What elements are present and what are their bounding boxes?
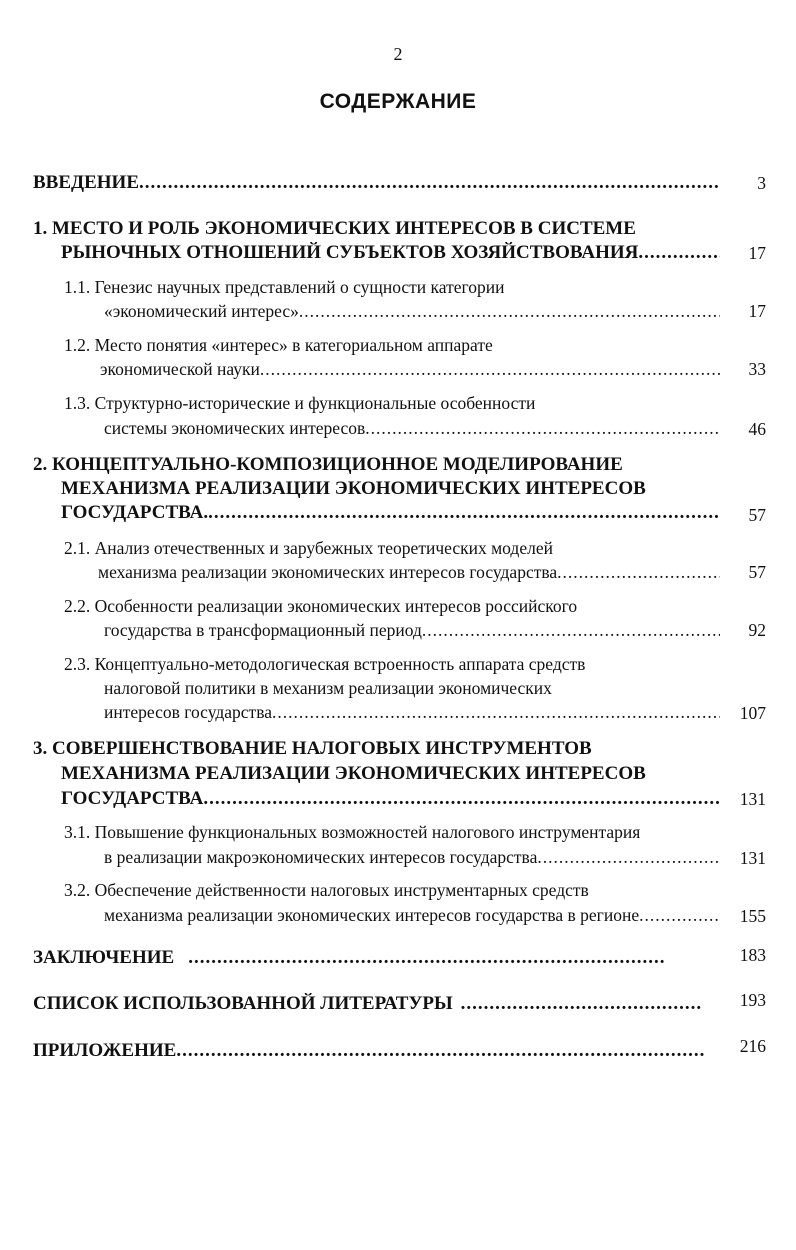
toc-entry-title: ВВЕДЕНИЕ (33, 172, 139, 193)
dot-leader (422, 620, 720, 641)
dot-leader (139, 172, 720, 194)
toc-entry-title-continued: РЫНОЧНЫХ ОТНОШЕНИЙ СУБЪЕКТОВ ХОЗЯЙСТВОВАНИЯ (61, 242, 639, 263)
toc-entry-title: 1.3. Структурно-исторические и функциональные особенности (64, 393, 536, 413)
dot-leader (203, 788, 720, 810)
toc-leader-line (98, 562, 720, 583)
dot-leader (299, 301, 720, 322)
toc-entry-title: ЗАКЛЮЧЕНИЕ (33, 947, 175, 968)
dot-leader (537, 847, 720, 868)
toc-entry-title: 1.2. Место понятия «интерес» в категориальном аппарате (64, 335, 493, 355)
toc-leader-line (104, 418, 720, 439)
toc-entry-title: 2.1. Анализ отечественных и зарубежных теоретических моделей (64, 538, 553, 558)
dot-leader (208, 502, 720, 524)
dot-leader (176, 1040, 705, 1062)
toc-entry-title-continued: МЕХАНИЗМА РЕАЛИЗАЦИИ ЭКОНОМИЧЕСКИХ ИНТЕРЕСОВ (61, 478, 646, 499)
toc-page-number: 57 (748, 562, 766, 582)
toc-leader-line (104, 702, 720, 723)
toc-page-number: 17 (748, 301, 766, 321)
toc-leader-line (61, 502, 720, 524)
toc-entry-title-continued: системы экономических интересов (104, 418, 366, 438)
toc-leader-line (104, 905, 720, 926)
toc-leader-line (33, 947, 665, 969)
toc-entry-title: 1. МЕСТО И РОЛЬ ЭКОНОМИЧЕСКИХ ИНТЕРЕСОВ В СИСТЕМЕ (33, 218, 636, 239)
toc-leader-line (104, 847, 720, 868)
toc-leader-line (33, 172, 720, 194)
dot-leader (638, 242, 720, 264)
toc-entry-title: ПРИЛОЖЕНИЕ (33, 1040, 177, 1061)
toc-leader-line (61, 788, 720, 810)
toc-leader-line (33, 1040, 705, 1062)
toc-entry-title-continued: государства в трансформационный период (104, 620, 422, 640)
toc-entry-title: 2.3. Концептуально-методологическая встроенность аппарата средств (64, 654, 586, 674)
toc-page-number: 3 (757, 173, 766, 193)
toc-entry-title: 3.2. Обеспечение действенности налоговых инструментарных средств (64, 880, 589, 900)
toc-entry-title-continued: интересов государства (104, 702, 273, 722)
toc-entry-title: 3.1. Повышение функциональных возможностей налогового инструментария (64, 822, 641, 842)
toc-page-number: 183 (739, 945, 766, 965)
toc-leader-line (33, 993, 701, 1015)
toc-page-number: 57 (748, 505, 766, 525)
dot-leader (461, 993, 701, 1015)
toc-page-number: 193 (739, 990, 766, 1010)
toc-page-number: 92 (748, 620, 766, 640)
toc-entry-title-continued: механизма реализации экономических интересов государства (98, 562, 558, 582)
toc-entry-title: СПИСОК ИСПОЛЬЗОВАННОЙ ЛИТЕРАТУРЫ (33, 993, 453, 1014)
toc-entry-title-continued: налоговой политики в механизм реализации экономических (104, 678, 552, 698)
page-number: 2 (393, 44, 403, 64)
dot-leader (639, 905, 720, 926)
toc-page-number: 17 (748, 243, 766, 263)
toc-entry-title: 3. СОВЕРШЕНСТВОВАНИЕ НАЛОГОВЫХ ИНСТРУМЕНТОВ (33, 738, 592, 759)
toc-page-number: 216 (739, 1036, 766, 1056)
toc-entry-title-continued: ГОСУДАРСТВА. (61, 502, 209, 523)
toc-leader-line (100, 359, 720, 380)
toc-entry-title-continued: экономической науки (100, 359, 260, 379)
toc-leader-line (104, 301, 720, 322)
toc-entry-title-continued: механизма реализации экономических интересов государства в регионе (104, 905, 640, 925)
toc-page-number: 155 (739, 906, 766, 926)
toc-entry-title-continued: «экономический интерес» (104, 301, 299, 321)
toc-entry-title-continued: в реализации макроэкономических интересов государства (104, 847, 538, 867)
toc-leader-line (104, 620, 720, 641)
dot-leader (260, 359, 720, 380)
toc-page-number: 46 (748, 419, 766, 439)
toc-entry-title: 1.1. Генезис научных представлений о сущности категории (64, 277, 505, 297)
toc-entry-title: 2. КОНЦЕПТУАЛЬНО-КОМПОЗИЦИОННОЕ МОДЕЛИРОВАНИЕ (33, 454, 623, 475)
dot-leader (365, 418, 720, 439)
toc-entry-title: 2.2. Особенности реализации экономических интересов российского (64, 596, 578, 616)
toc-entry-title-continued: ГОСУДАРСТВА (61, 788, 204, 809)
toc-page-number: 131 (739, 789, 766, 809)
dot-leader (557, 562, 720, 583)
toc-entry-title-continued: МЕХАНИЗМА РЕАЛИЗАЦИИ ЭКОНОМИЧЕСКИХ ИНТЕРЕСОВ (61, 763, 646, 784)
toc-page-number: 33 (748, 359, 766, 379)
dot-leader (272, 702, 720, 723)
toc-leader-line (61, 242, 720, 264)
dot-leader (188, 947, 665, 969)
toc-page-number: 107 (739, 703, 766, 723)
toc-page-number: 131 (739, 848, 766, 868)
page-title: СОДЕРЖАНИЕ (319, 90, 477, 113)
